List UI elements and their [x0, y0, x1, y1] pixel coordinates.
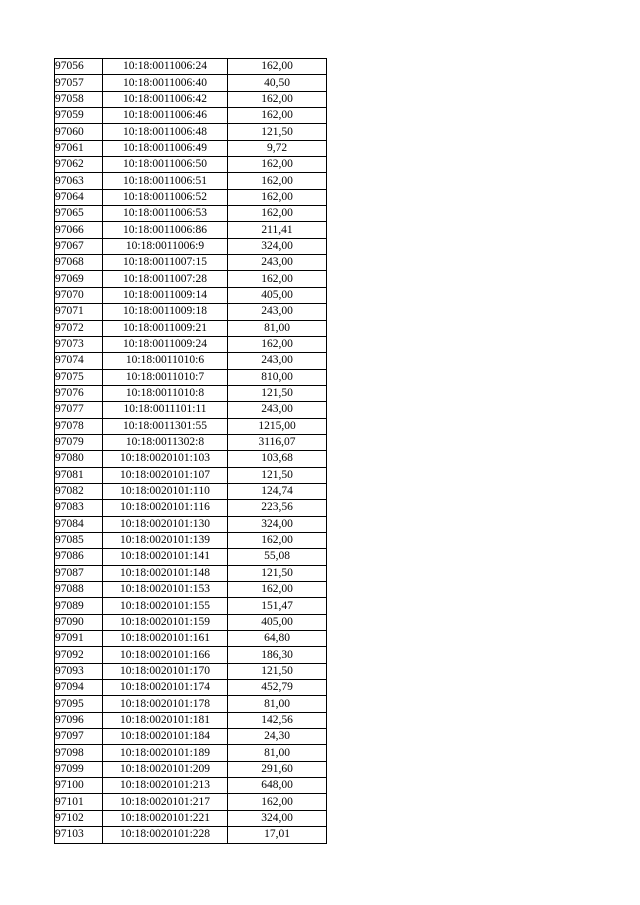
cadastral-number-cell: 10:18:0011301:55	[103, 418, 228, 434]
amount-cell: 162,00	[228, 582, 327, 598]
amount-cell: 24,30	[228, 729, 327, 745]
cadastral-number-cell: 10:18:0020101:213	[103, 778, 228, 794]
cadastral-number-cell: 10:18:0020101:166	[103, 647, 228, 663]
cadastral-number-cell: 10:18:0011009:24	[103, 336, 228, 352]
amount-cell: 291,60	[228, 761, 327, 777]
row-id-cell: 97082	[55, 483, 103, 499]
table-row	[55, 434, 327, 450]
cadastral-number-cell: 10:18:0020101:141	[103, 549, 228, 565]
amount-cell: 243,00	[228, 255, 327, 271]
table-row	[55, 206, 327, 222]
table-row	[55, 124, 327, 140]
amount-cell: 324,00	[228, 810, 327, 826]
cadastral-number-cell: 10:18:0011010:6	[103, 353, 228, 369]
row-id-cell: 97080	[55, 451, 103, 467]
row-id-cell: 97066	[55, 222, 103, 238]
cadastral-number-cell: 10:18:0011006:52	[103, 189, 228, 205]
cadastral-number-cell: 10:18:0011006:50	[103, 157, 228, 173]
cadastral-number-cell: 10:18:0011006:40	[103, 75, 228, 91]
cadastral-number-cell: 10:18:0020101:221	[103, 810, 228, 826]
cadastral-number-cell: 10:18:0020101:148	[103, 565, 228, 581]
table-row	[55, 255, 327, 271]
amount-cell: 162,00	[228, 206, 327, 222]
cadastral-number-cell: 10:18:0020101:159	[103, 614, 228, 630]
table-row	[55, 483, 327, 499]
row-id-cell: 97092	[55, 647, 103, 663]
amount-cell: 324,00	[228, 516, 327, 532]
amount-cell: 324,00	[228, 238, 327, 254]
row-id-cell: 97083	[55, 500, 103, 516]
amount-cell: 162,00	[228, 173, 327, 189]
amount-cell: 124,74	[228, 483, 327, 499]
cadastral-number-cell: 10:18:0011007:28	[103, 271, 228, 287]
cadastral-number-cell: 10:18:0011009:14	[103, 287, 228, 303]
cadastral-number-cell: 10:18:0020101:189	[103, 745, 228, 761]
table-row	[55, 271, 327, 287]
row-id-cell: 97056	[55, 59, 103, 75]
amount-cell: 162,00	[228, 108, 327, 124]
row-id-cell: 97062	[55, 157, 103, 173]
row-id-cell: 97090	[55, 614, 103, 630]
table-row	[55, 287, 327, 303]
row-id-cell: 97064	[55, 189, 103, 205]
table-row	[55, 680, 327, 696]
cadastral-number-cell: 10:18:0011009:18	[103, 304, 228, 320]
amount-cell: 121,50	[228, 385, 327, 401]
row-id-cell: 97074	[55, 353, 103, 369]
amount-cell: 162,00	[228, 157, 327, 173]
cadastral-number-cell: 10:18:0011006:49	[103, 140, 228, 156]
table-row	[55, 304, 327, 320]
amount-cell: 162,00	[228, 271, 327, 287]
row-id-cell: 97081	[55, 467, 103, 483]
amount-cell: 810,00	[228, 369, 327, 385]
row-id-cell: 97093	[55, 663, 103, 679]
row-id-cell: 97086	[55, 549, 103, 565]
row-id-cell: 97095	[55, 696, 103, 712]
amount-cell: 452,79	[228, 680, 327, 696]
table-row	[55, 794, 327, 810]
row-id-cell: 97089	[55, 598, 103, 614]
amount-cell: 121,50	[228, 467, 327, 483]
row-id-cell: 97085	[55, 532, 103, 548]
table-row	[55, 467, 327, 483]
row-id-cell: 97099	[55, 761, 103, 777]
table-row	[55, 108, 327, 124]
amount-cell: 121,50	[228, 663, 327, 679]
table-row	[55, 745, 327, 761]
table-row	[55, 532, 327, 548]
amount-cell: 81,00	[228, 320, 327, 336]
row-id-cell: 97091	[55, 631, 103, 647]
row-id-cell: 97065	[55, 206, 103, 222]
cadastral-number-cell: 10:18:0020101:170	[103, 663, 228, 679]
cadastral-number-cell: 10:18:0011006:86	[103, 222, 228, 238]
cadastral-number-cell: 10:18:0020101:130	[103, 516, 228, 532]
table-row	[55, 353, 327, 369]
cadastral-number-cell: 10:18:0020101:116	[103, 500, 228, 516]
row-id-cell: 97073	[55, 336, 103, 352]
amount-cell: 81,00	[228, 745, 327, 761]
row-id-cell: 97071	[55, 304, 103, 320]
row-id-cell: 97096	[55, 712, 103, 728]
table-row	[55, 810, 327, 826]
table-row	[55, 647, 327, 663]
row-id-cell: 97100	[55, 778, 103, 794]
table-row	[55, 712, 327, 728]
row-id-cell: 97057	[55, 75, 103, 91]
amount-cell: 162,00	[228, 59, 327, 75]
cadastral-number-cell: 10:18:0020101:184	[103, 729, 228, 745]
table-row	[55, 549, 327, 565]
cadastral-number-cell: 10:18:0020101:174	[103, 680, 228, 696]
row-id-cell: 97098	[55, 745, 103, 761]
row-id-cell: 97059	[55, 108, 103, 124]
row-id-cell: 97088	[55, 582, 103, 598]
table-row	[55, 222, 327, 238]
amount-cell: 162,00	[228, 532, 327, 548]
cadastral-number-cell: 10:18:0020101:139	[103, 532, 228, 548]
table-row	[55, 761, 327, 777]
amount-cell: 40,50	[228, 75, 327, 91]
row-id-cell: 97103	[55, 827, 103, 843]
amount-cell: 211,41	[228, 222, 327, 238]
row-id-cell: 97072	[55, 320, 103, 336]
amount-cell: 405,00	[228, 614, 327, 630]
amount-cell: 103,68	[228, 451, 327, 467]
cadastral-number-cell: 10:18:0020101:107	[103, 467, 228, 483]
cadastral-number-cell: 10:18:0011010:8	[103, 385, 228, 401]
cadastral-number-cell: 10:18:0020101:228	[103, 827, 228, 843]
table-row	[55, 157, 327, 173]
row-id-cell: 97077	[55, 402, 103, 418]
cadastral-number-cell: 10:18:0011006:48	[103, 124, 228, 140]
amount-cell: 9,72	[228, 140, 327, 156]
table-row	[55, 238, 327, 254]
cadastral-number-cell: 10:18:0011007:15	[103, 255, 228, 271]
row-id-cell: 97061	[55, 140, 103, 156]
table-row	[55, 614, 327, 630]
amount-cell: 17,01	[228, 827, 327, 843]
row-id-cell: 97069	[55, 271, 103, 287]
table-row	[55, 336, 327, 352]
amount-cell: 405,00	[228, 287, 327, 303]
amount-cell: 142,56	[228, 712, 327, 728]
table-row	[55, 418, 327, 434]
table-row	[55, 598, 327, 614]
amount-cell: 162,00	[228, 336, 327, 352]
cadastral-number-cell: 10:18:0011006:53	[103, 206, 228, 222]
table-row	[55, 140, 327, 156]
table-row	[55, 565, 327, 581]
cadastral-number-cell: 10:18:0020101:181	[103, 712, 228, 728]
amount-cell: 243,00	[228, 353, 327, 369]
table-row	[55, 173, 327, 189]
amount-cell: 243,00	[228, 304, 327, 320]
table-row	[55, 729, 327, 745]
cadastral-number-cell: 10:18:0011006:24	[103, 59, 228, 75]
cadastral-number-cell: 10:18:0020101:153	[103, 582, 228, 598]
cadastral-number-cell: 10:18:0020101:178	[103, 696, 228, 712]
amount-cell: 162,00	[228, 189, 327, 205]
row-id-cell: 97078	[55, 418, 103, 434]
table-row	[55, 631, 327, 647]
table-row	[55, 75, 327, 91]
row-id-cell: 97070	[55, 287, 103, 303]
row-id-cell: 97075	[55, 369, 103, 385]
amount-cell: 151,47	[228, 598, 327, 614]
table-row	[55, 516, 327, 532]
cadastral-number-cell: 10:18:0020101:161	[103, 631, 228, 647]
amount-cell: 81,00	[228, 696, 327, 712]
amount-cell: 648,00	[228, 778, 327, 794]
table-row	[55, 827, 327, 843]
table-body	[55, 59, 327, 844]
table-row	[55, 451, 327, 467]
cadastral-number-cell: 10:18:0011009:21	[103, 320, 228, 336]
row-id-cell: 97101	[55, 794, 103, 810]
cadastral-number-cell: 10:18:0011010:7	[103, 369, 228, 385]
cadastral-number-cell: 10:18:0011006:42	[103, 91, 228, 107]
amount-cell: 55,08	[228, 549, 327, 565]
amount-cell: 121,50	[228, 565, 327, 581]
row-id-cell: 97094	[55, 680, 103, 696]
amount-cell: 3116,07	[228, 434, 327, 450]
cadastral-number-cell: 10:18:0020101:209	[103, 761, 228, 777]
table-row	[55, 663, 327, 679]
row-id-cell: 97067	[55, 238, 103, 254]
row-id-cell: 97087	[55, 565, 103, 581]
row-id-cell: 97060	[55, 124, 103, 140]
cadastral-number-cell: 10:18:0011101:11	[103, 402, 228, 418]
cadastral-number-cell: 10:18:0011302:8	[103, 434, 228, 450]
cadastral-number-cell: 10:18:0020101:217	[103, 794, 228, 810]
table-row	[55, 189, 327, 205]
amount-cell: 223,56	[228, 500, 327, 516]
cadastral-number-cell: 10:18:0020101:110	[103, 483, 228, 499]
table-row	[55, 385, 327, 401]
table-row	[55, 320, 327, 336]
amount-cell: 243,00	[228, 402, 327, 418]
cadastral-number-cell: 10:18:0011006:46	[103, 108, 228, 124]
amount-cell: 1215,00	[228, 418, 327, 434]
row-id-cell: 97079	[55, 434, 103, 450]
cadastral-number-cell: 10:18:0020101:155	[103, 598, 228, 614]
table-row	[55, 369, 327, 385]
data-table	[54, 58, 327, 844]
table-row	[55, 696, 327, 712]
amount-cell: 64,80	[228, 631, 327, 647]
cadastral-number-cell: 10:18:0011006:9	[103, 238, 228, 254]
row-id-cell: 97058	[55, 91, 103, 107]
row-id-cell: 97076	[55, 385, 103, 401]
cadastral-number-cell: 10:18:0020101:103	[103, 451, 228, 467]
row-id-cell: 97068	[55, 255, 103, 271]
cadastral-number-cell: 10:18:0011006:51	[103, 173, 228, 189]
amount-cell: 121,50	[228, 124, 327, 140]
row-id-cell: 97097	[55, 729, 103, 745]
amount-cell: 162,00	[228, 794, 327, 810]
table-row	[55, 582, 327, 598]
table-row	[55, 91, 327, 107]
amount-cell: 186,30	[228, 647, 327, 663]
table-row	[55, 778, 327, 794]
row-id-cell: 97063	[55, 173, 103, 189]
row-id-cell: 97102	[55, 810, 103, 826]
amount-cell: 162,00	[228, 91, 327, 107]
row-id-cell: 97084	[55, 516, 103, 532]
table-row	[55, 402, 327, 418]
table-row	[55, 500, 327, 516]
table-row	[55, 59, 327, 75]
